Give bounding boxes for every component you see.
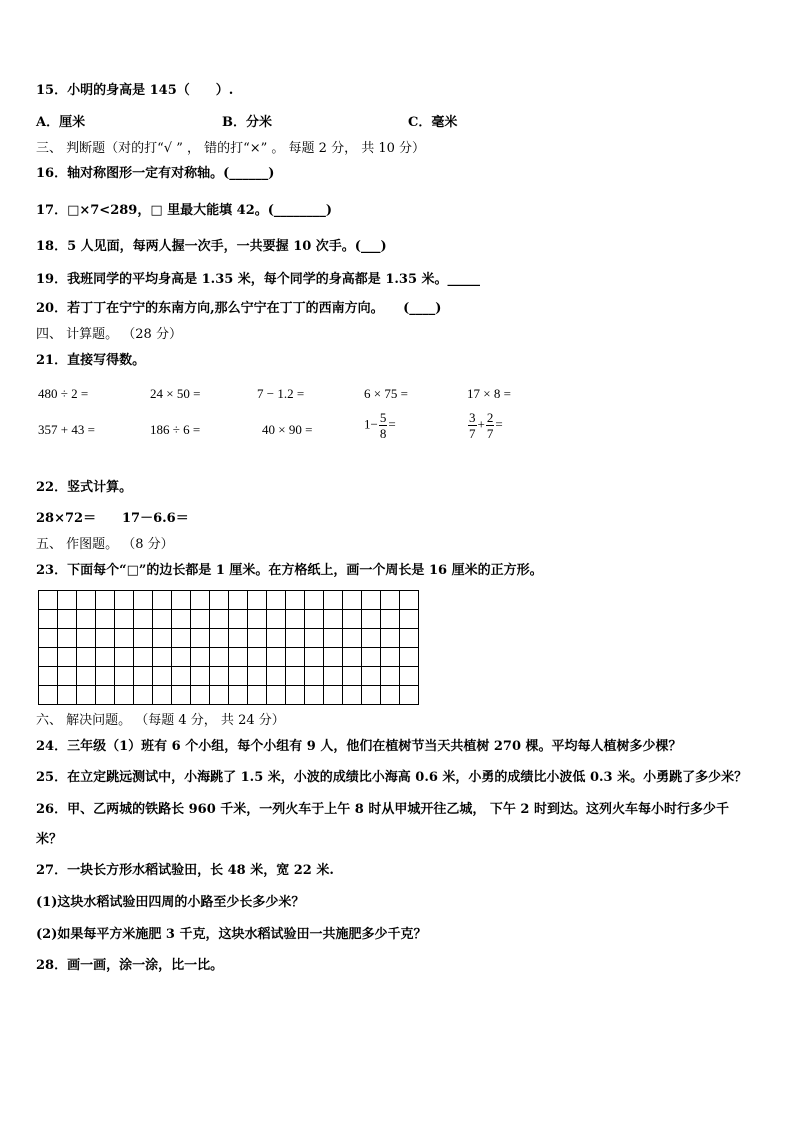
question-18: 18．5 人见面，每两人握一次手，一共要握 10 次手。(___) <box>36 239 387 254</box>
question-23: 23．下面每个“□”的边长都是 1 厘米。在方格纸上，画一个周长是 16 厘米的正方形。 <box>36 563 543 578</box>
q15-option-c: C．毫米 <box>408 115 458 130</box>
calc-item: 7 − 1.2 = <box>257 386 305 401</box>
question-21-title: 21．直接写得数。 <box>36 353 146 368</box>
calc-item: 40 × 90 = <box>262 422 313 437</box>
question-16: 16．轴对称图形一定有对称轴。(______) <box>36 166 275 181</box>
calc-item: 357 + 43 = <box>38 422 95 437</box>
section-6-heading: 六、 解决问题。 （每题 4 分， 共 24 分） <box>36 713 285 728</box>
question-27-title: 27．一块长方形水稻试验田，长 48 米，宽 22 米. <box>36 863 334 878</box>
question-25: 25．在立定跳远测试中，小海跳了 1.5 米，小波的成绩比小海高 0.6 米，小勇的成绩比小波低 0.3 米。小勇跳了多少米？ <box>36 770 748 785</box>
section-4-heading: 四、 计算题。 （28 分） <box>36 327 182 342</box>
section-5-heading: 五、 作图题。 （8 分） <box>36 537 174 552</box>
question-20: 20．若丁丁在宁宁的东南方向,那么宁宁在丁丁的西南方向。 (____) <box>36 301 442 316</box>
question-26-line-1: 26．甲、乙两城的铁路长 960 千米，一列火车于上午 8 时从甲城开往乙城， 下午 2 时到达。这列火车每小时行多少千 <box>36 802 729 817</box>
question-28: 28．画一画，涂一涂，比一比。 <box>36 958 224 973</box>
question-26-line-2: 米？ <box>36 832 63 847</box>
q15-option-a: A．厘米 <box>36 115 86 130</box>
question-27-sub-2: (2)如果每平方米施肥 3 千克，这块水稻试验田一共施肥多少千克？ <box>36 927 427 942</box>
fraction-expression-1: 1− $\frac{5}{8}$ = <box>364 410 396 441</box>
calc-item: 480 ÷ 2 = <box>38 386 89 401</box>
question-15: 15．小明的身高是 145（ ）. <box>36 83 234 98</box>
square-grid-paper[interactable] <box>38 590 419 705</box>
question-24: 24．三年级（1）班有 6 个小组，每个小组有 9 人，他们在植树节当天共植树 270 棵。平均每人植树多少棵？ <box>36 739 682 754</box>
calc-item: 186 ÷ 6 = <box>150 422 201 437</box>
vertical-calc-item: 28×72＝ <box>36 511 97 526</box>
question-17: 17．□×7<289，□ 里最大能填 42。(________) <box>36 203 333 218</box>
section-3-heading: 三、 判断题（对的打“√ ” ， 错的打“×” 。 每题 2 分， 共 10 分） <box>36 141 426 156</box>
question-19: 19．我班同学的平均身高是 1.35 米，每个同学的身高都是 1.35 米。_____ <box>36 272 481 287</box>
question-22-title: 22．竖式计算。 <box>36 480 133 495</box>
question-27-sub-1: (1)这块水稻试验田四周的小路至少长多少米？ <box>36 895 305 910</box>
calc-item: 17 × 8 = <box>467 386 511 401</box>
calc-item: 6 × 75 = <box>364 386 408 401</box>
q15-option-b: B．分米 <box>222 115 272 130</box>
calc-item: 24 × 50 = <box>150 386 201 401</box>
vertical-calc-item: 17－6.6＝ <box>122 511 189 526</box>
fraction-expression-2: $\frac{3}{7}$ + $\frac{2}{7}$ = <box>469 410 503 441</box>
